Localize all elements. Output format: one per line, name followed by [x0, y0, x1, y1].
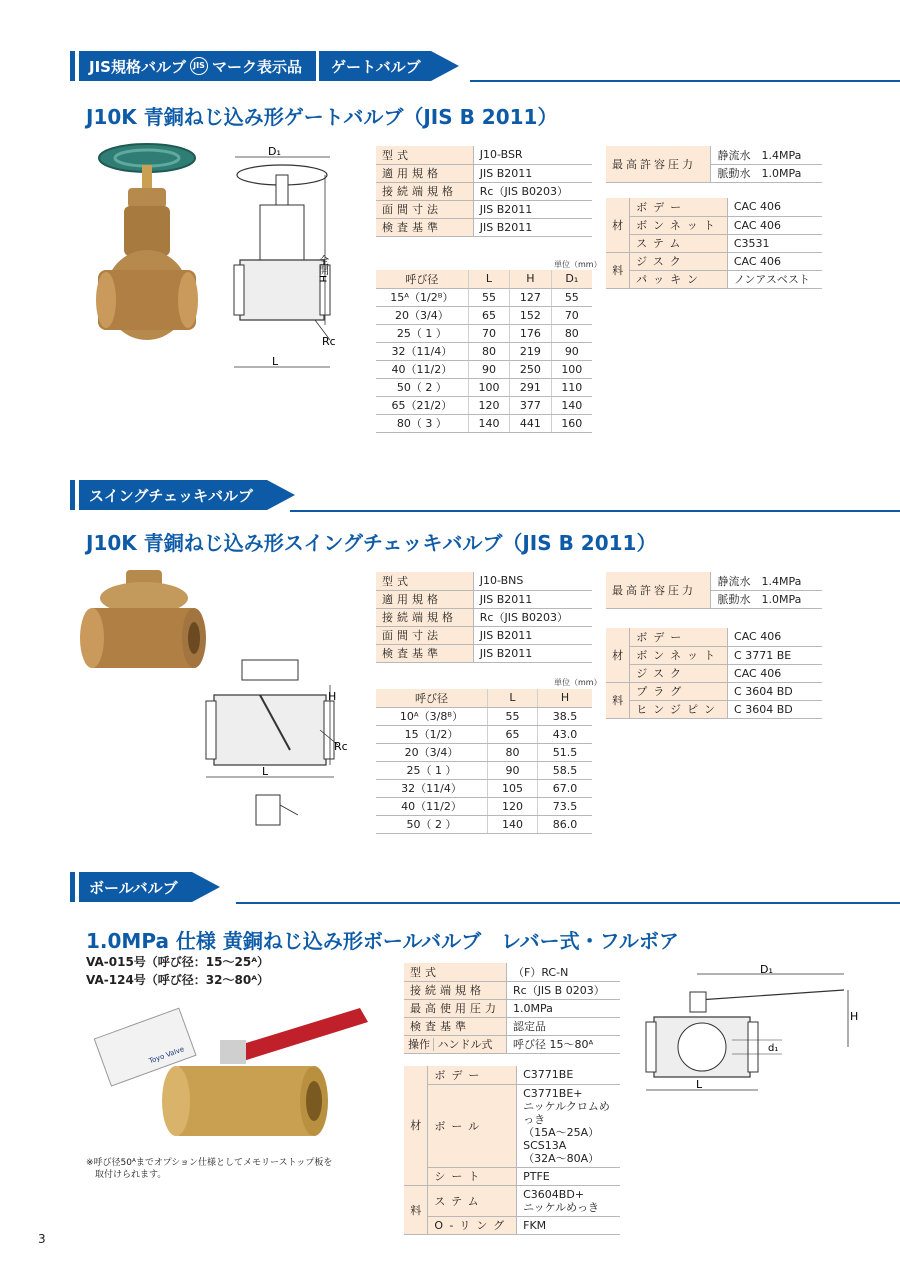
dim-label-h: H	[328, 690, 337, 703]
memory-stop-note: ※呼び径50ᴬまでオプション仕様としてメモリーストップ板を 取付けられます。	[86, 1158, 333, 1180]
material-row	[606, 628, 822, 646]
check-valve-title: J10K 青銅ねじ込み形スイングチェッキバルブ（JIS B 2011）	[86, 531, 657, 555]
page-number: 3	[38, 1232, 46, 1246]
dims-cell: 32（11/4）	[376, 342, 468, 360]
banner-mark-text: マーク表示品	[211, 57, 302, 76]
dims-cell: 80（ 3 ）	[376, 414, 468, 432]
table-row	[376, 779, 592, 797]
dims-cell: 65	[468, 306, 509, 324]
check-valve-drawing	[200, 655, 360, 840]
check-spec-table	[376, 572, 592, 663]
dims-cell: 20（3/4）	[376, 306, 468, 324]
gate-valve-drawing	[220, 145, 350, 375]
material-value: PTFE	[517, 1167, 620, 1185]
material-row	[404, 1185, 620, 1216]
table-row	[376, 414, 592, 432]
dims-header: D₁	[551, 270, 592, 288]
spec-value: 認定品	[507, 1017, 621, 1035]
banner-lead-bar	[70, 872, 75, 902]
dim-label-d: d₁	[768, 1043, 779, 1054]
spec-value: JIS B2011	[473, 218, 592, 236]
material-part: O-リング	[428, 1216, 517, 1234]
dims-cell: 110	[551, 378, 592, 396]
section-rule	[236, 902, 900, 904]
spec-key: 検査基準	[376, 644, 473, 662]
material-value: C3531	[727, 234, 822, 252]
op-label: 操作	[408, 1038, 434, 1051]
section-rule	[290, 510, 900, 512]
spec-key: 接続端規格	[376, 608, 473, 626]
spec-key: 面間寸法	[376, 200, 473, 218]
dims-cell: 32（11/4）	[376, 779, 487, 797]
dims-cell: 80	[551, 324, 592, 342]
tag-text: Toyo Valve	[147, 1045, 186, 1066]
spec-value: JIS B2011	[473, 164, 592, 182]
check-unit-label: 単位（mm）	[554, 678, 602, 687]
pressure-static: 静流水 1.4MPa	[711, 572, 822, 590]
dims-cell: 100	[551, 360, 592, 378]
gate-valve-photo	[92, 140, 202, 350]
ball-spec-table	[404, 963, 620, 1054]
spec-key: 接続端規格	[404, 981, 507, 999]
dims-cell: 67.0	[538, 779, 593, 797]
material-part: パッキン	[630, 270, 728, 288]
dims-cell: 51.5	[538, 743, 593, 761]
dims-cell: 250	[510, 360, 551, 378]
dims-cell: 73.5	[538, 797, 593, 815]
spec-row	[376, 572, 592, 590]
table-row	[376, 743, 592, 761]
pressure-pulse: 脈動水 1.0MPa	[711, 590, 822, 608]
material-value: C 3771 BE	[728, 646, 822, 664]
material-row	[606, 216, 822, 234]
material-part: ステム	[428, 1185, 517, 1216]
dims-cell: 25（ 1 ）	[376, 761, 487, 779]
spec-value: JIS B2011	[473, 626, 592, 644]
material-part: ボデー	[630, 628, 728, 646]
material-value: C 3604 BD	[728, 682, 822, 700]
banner-check-label: スイングチェッキバルブ	[79, 480, 267, 510]
spec-row	[404, 1017, 620, 1035]
material-value: C3771BE	[517, 1066, 620, 1084]
material-row	[404, 1066, 620, 1084]
ball-valve-title: 1.0MPa 仕様 黄銅ねじ込み形ボールバルブ レバー式・フルボア	[86, 929, 679, 953]
table-row	[376, 707, 592, 725]
dim-label-rc: Rc	[334, 740, 348, 753]
dim-label-l: L	[272, 355, 279, 368]
dims-cell: 90	[551, 342, 592, 360]
dims-cell: 55	[487, 707, 537, 725]
dims-cell: 86.0	[538, 815, 593, 833]
spec-row	[376, 182, 592, 200]
ball-valve-photo	[90, 1000, 380, 1155]
banner-lead-bar	[70, 51, 75, 81]
material-value: CAC 406	[727, 216, 822, 234]
banner-jis-label	[79, 51, 316, 81]
gate-spec-table	[376, 146, 592, 237]
dim-label-l: L	[262, 765, 269, 778]
section-banner-check	[70, 480, 295, 510]
gate-material-table	[606, 198, 822, 289]
spec-value: 1.0MPa	[507, 999, 621, 1017]
spec-value: Rc（JIS B0203）	[473, 608, 592, 626]
table-row	[376, 725, 592, 743]
spec-value: J10-BSR	[473, 146, 592, 164]
spec-row	[376, 608, 592, 626]
op-value: 呼び径 15～80ᴬ	[507, 1035, 621, 1053]
model-va124: VA-124号（呼び径：32～80ᴬ）	[86, 973, 270, 987]
dims-cell: 70	[468, 324, 509, 342]
material-row	[606, 198, 822, 216]
spec-key: 接続端規格	[376, 182, 473, 200]
material-value: CAC 406	[727, 198, 822, 216]
material-value: FKM	[517, 1216, 620, 1234]
material-part: シート	[428, 1167, 517, 1185]
dim-label-d1: D₁	[760, 963, 773, 976]
check-pressure-table	[606, 572, 822, 609]
material-value: C 3604 BD	[728, 700, 822, 718]
banner-arrow-tip	[267, 480, 295, 510]
material-part: プラグ	[630, 682, 728, 700]
gate-pressure-table	[606, 146, 822, 183]
dims-cell: 377	[510, 396, 551, 414]
material-row	[404, 1216, 620, 1234]
dims-cell: 55	[468, 288, 509, 306]
dims-cell: 40（11/2）	[376, 360, 468, 378]
dims-cell: 70	[551, 306, 592, 324]
material-value: CAC 406	[728, 664, 822, 682]
material-row	[606, 234, 822, 252]
dims-cell: 38.5	[538, 707, 593, 725]
material-part: ボール	[428, 1084, 517, 1167]
dim-label-l: L	[696, 1078, 703, 1091]
material-cat-bottom: 料	[404, 1185, 428, 1234]
material-cat-top: 材	[606, 628, 630, 682]
dims-cell: 441	[510, 414, 551, 432]
dims-header: 呼び径	[376, 689, 487, 707]
dims-cell: 15（1/2）	[376, 725, 487, 743]
dims-cell: 140	[551, 396, 592, 414]
spec-row	[376, 644, 592, 662]
table-row	[376, 288, 592, 306]
dim-label-rc: Rc	[322, 335, 336, 348]
table-row	[376, 342, 592, 360]
material-value: ノンアスベスト	[727, 270, 822, 288]
dims-cell: 152	[510, 306, 551, 324]
spec-value: JIS B2011	[473, 200, 592, 218]
dims-cell: 65（21/2）	[376, 396, 468, 414]
dims-cell: 90	[487, 761, 537, 779]
banner-gate-label: ゲートバルブ	[319, 51, 431, 81]
dims-cell: 55	[551, 288, 592, 306]
material-part: ヒンジピン	[630, 700, 728, 718]
material-value: CAC 406	[727, 252, 822, 270]
dims-cell: 105	[487, 779, 537, 797]
table-row	[376, 360, 592, 378]
dims-cell: 90	[468, 360, 509, 378]
table-row	[376, 306, 592, 324]
material-part: ボンネット	[630, 646, 728, 664]
material-part: ボンネット	[630, 216, 728, 234]
dims-cell: 10ᴬ（3/8ᴮ）	[376, 707, 487, 725]
spec-row	[376, 590, 592, 608]
spec-row	[376, 164, 592, 182]
banner-arrow-tip	[431, 51, 459, 81]
spec-row	[404, 999, 620, 1017]
spec-row	[404, 981, 620, 999]
spec-row	[404, 963, 620, 981]
jis-mark-icon: JIS	[190, 57, 208, 75]
table-row	[376, 324, 592, 342]
material-cat-bottom: 料	[606, 682, 630, 718]
check-material-table	[606, 628, 822, 719]
spec-key: 適用規格	[376, 590, 473, 608]
model-va015: VA-015号（呼び径：15～25ᴬ）	[86, 955, 270, 969]
dims-cell: 140	[487, 815, 537, 833]
section-banner-ball	[70, 872, 220, 902]
spec-row	[376, 626, 592, 644]
material-row	[606, 646, 822, 664]
banner-arrow-tip	[192, 872, 220, 902]
dims-cell: 176	[510, 324, 551, 342]
table-row	[376, 396, 592, 414]
section-rule	[470, 80, 900, 82]
material-cat-top: 材	[404, 1066, 428, 1185]
pressure-static: 静流水 1.4MPa	[711, 146, 822, 164]
spec-key: 適用規格	[376, 164, 473, 182]
dims-cell: 80	[487, 743, 537, 761]
dims-cell: 25（ 1 ）	[376, 324, 468, 342]
material-part: ボデー	[428, 1066, 517, 1084]
pressure-label: 最高許容圧力	[606, 572, 711, 608]
dims-header: H	[538, 689, 593, 707]
spec-value: Rc（JIS B0203）	[473, 182, 592, 200]
dims-cell: 43.0	[538, 725, 593, 743]
spec-key: 型式	[376, 572, 473, 590]
material-part: ステム	[630, 234, 728, 252]
spec-key: 検査基準	[404, 1017, 507, 1035]
spec-value: J10-BNS	[473, 572, 592, 590]
dims-header: H	[510, 270, 551, 288]
material-row	[404, 1084, 620, 1167]
gate-unit-label: 単位（mm）	[554, 260, 602, 269]
dims-cell: 15ᴬ（1/2ᴮ）	[376, 288, 468, 306]
dims-cell: 100	[468, 378, 509, 396]
gate-dims-table	[376, 270, 592, 433]
spec-value: JIS B2011	[473, 590, 592, 608]
dims-header: 呼び径	[376, 270, 468, 288]
spec-value: JIS B2011	[473, 644, 592, 662]
spec-key: 型式	[404, 963, 507, 981]
spec-row	[376, 146, 592, 164]
dim-label-h: 全開H	[316, 255, 328, 283]
table-row	[376, 797, 592, 815]
material-row	[606, 700, 822, 718]
spec-key: 面間寸法	[376, 626, 473, 644]
spec-key: 検査基準	[376, 218, 473, 236]
spec-row	[376, 200, 592, 218]
material-value: C3604BD+ ニッケルめっき	[517, 1185, 620, 1216]
op-label-cell	[404, 1035, 507, 1053]
spec-row	[376, 218, 592, 236]
dims-header: L	[487, 689, 537, 707]
banner-jis-text: JIS規格バルブ	[89, 57, 186, 76]
ball-valve-drawing	[642, 962, 862, 1102]
dims-cell: 50（ 2 ）	[376, 378, 468, 396]
table-row	[376, 815, 592, 833]
spec-value: （F）RC-N	[507, 963, 621, 981]
dims-cell: 58.5	[538, 761, 593, 779]
dims-cell: 291	[510, 378, 551, 396]
banner-lead-bar	[70, 480, 75, 510]
dims-header: L	[468, 270, 509, 288]
dims-cell: 50（ 2 ）	[376, 815, 487, 833]
op-sub: ハンドル式	[437, 1038, 493, 1051]
pressure-label: 最高許容圧力	[606, 146, 711, 182]
material-row	[404, 1167, 620, 1185]
dims-cell: 120	[487, 797, 537, 815]
material-cat-bottom: 料	[606, 252, 630, 288]
material-part: ジスク	[630, 252, 728, 270]
section-banner-gate	[70, 51, 459, 81]
spec-value: Rc（JIS B 0203）	[507, 981, 621, 999]
material-row	[606, 270, 822, 288]
banner-ball-label: ボールバルブ	[79, 872, 192, 902]
check-valve-photo	[78, 568, 208, 688]
dims-cell: 219	[510, 342, 551, 360]
dims-cell: 80	[468, 342, 509, 360]
spec-key: 型式	[376, 146, 473, 164]
dims-cell: 65	[487, 725, 537, 743]
dims-cell: 127	[510, 288, 551, 306]
material-part: ジスク	[630, 664, 728, 682]
material-value: C3771BE+ ニッケルクロムめっき （15A～25A） SCS13A （32A～80A）	[517, 1084, 620, 1167]
dims-cell: 120	[468, 396, 509, 414]
dims-cell: 160	[551, 414, 592, 432]
material-value: CAC 406	[728, 628, 822, 646]
table-row	[376, 378, 592, 396]
dims-cell: 140	[468, 414, 509, 432]
material-row	[606, 664, 822, 682]
ball-material-table	[404, 1066, 620, 1235]
dims-cell: 40（11/2）	[376, 797, 487, 815]
material-part: ボデー	[630, 198, 728, 216]
dims-cell: 20（3/4）	[376, 743, 487, 761]
material-cat-top: 材	[606, 198, 630, 252]
dim-label-h: H	[850, 1010, 859, 1023]
check-dims-table	[376, 689, 592, 834]
gate-valve-title: J10K 青銅ねじ込み形ゲートバルブ（JIS B 2011）	[86, 105, 558, 129]
dim-label-d1: D₁	[268, 145, 281, 158]
material-row	[606, 252, 822, 270]
spec-key: 最高使用圧力	[404, 999, 507, 1017]
pressure-pulse: 脈動水 1.0MPa	[711, 164, 822, 182]
table-row	[376, 761, 592, 779]
material-row	[606, 682, 822, 700]
